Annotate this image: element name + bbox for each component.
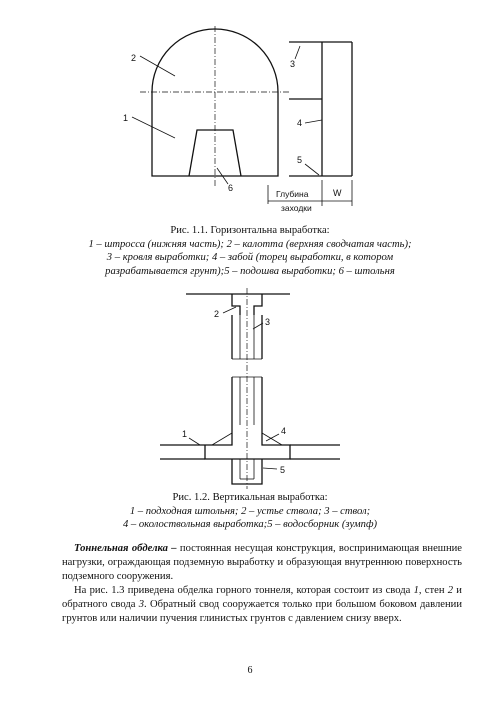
caption-1-1-title: Рис. 1.1. Горизонтальна выработка: xyxy=(170,225,330,236)
caption-1-1-line2: 3 – кровля выработки; 4 – забой (торец выработки, в котором xyxy=(106,252,394,263)
figure-1-1-caption xyxy=(40,224,460,278)
fig2-label-2: 2 xyxy=(214,309,220,319)
fig2-label-5: 5 xyxy=(280,465,286,475)
caption-1-2-title: Рис. 1.2. Вертикальная выработка: xyxy=(172,492,328,503)
figure-1-2 xyxy=(0,285,500,490)
caption-1-1-line1: 1 – штросса (нижняя часть); 2 – калотта (верхняя сводчатая часть); xyxy=(88,238,412,250)
fig2-label-4: 4 xyxy=(281,426,287,436)
fig2-label-3: 3 xyxy=(265,317,271,327)
paragraph-2-text-c: и обратного свода xyxy=(62,585,462,610)
caption-1-1-line3: разрабатывается грунт);5 – подошва выработки; 6 – штольня xyxy=(105,265,395,277)
fig1-label-2: 2 xyxy=(131,53,137,63)
ref-walls: 2 xyxy=(447,585,454,596)
caption-1-2-line2: 4 – околоствольная выработка;5 – водосборник (зумпф) xyxy=(122,519,378,530)
term-tunnel-lining: Тоннельная обделка – xyxy=(74,543,177,554)
paragraph-tunnel-lining xyxy=(62,542,462,583)
page-number: 6 xyxy=(247,665,253,676)
fig1-label-4: 4 xyxy=(297,118,303,128)
fig1-label-6: 6 xyxy=(228,183,234,193)
figure-1-1 xyxy=(0,0,500,215)
w-label: W xyxy=(333,188,342,198)
ref-invert: 3 xyxy=(138,598,145,610)
fig1-label-1: 1 xyxy=(123,113,129,123)
paragraph-2-text-a: На рис. 1.3 приведена обделка горного тоннеля, которая состоит из свода xyxy=(74,585,414,596)
paragraph-1-text: постоянная несущая конструкция, воспринимающая внешние нагрузки, ограждающая подземную выработку и образующая внутреннюю поверхность подземного сооружения. xyxy=(62,543,462,582)
paragraph-2-text-d: . Обратный свод сооружается только при большом боковом давлении грунтов или наличии пучения глинистых грунтов с давлением снизу вверх. xyxy=(62,598,462,624)
fig1-label-5: 5 xyxy=(297,155,303,165)
paragraph-2-text-b: , стен xyxy=(418,585,448,596)
caption-1-2-line1: 1 – подходная штольня; 2 – устье ствола; 3 – ствол; xyxy=(129,505,371,517)
fig2-label-1: 1 xyxy=(182,429,188,439)
paragraph-fig-1-3 xyxy=(62,584,462,625)
fig1-label-3: 3 xyxy=(290,59,296,69)
depth-label-line1: Глубина xyxy=(276,189,309,199)
depth-label-line2: заходки xyxy=(281,203,312,213)
figure-1-2-caption xyxy=(40,491,460,532)
ref-vault: 1 xyxy=(413,585,419,596)
